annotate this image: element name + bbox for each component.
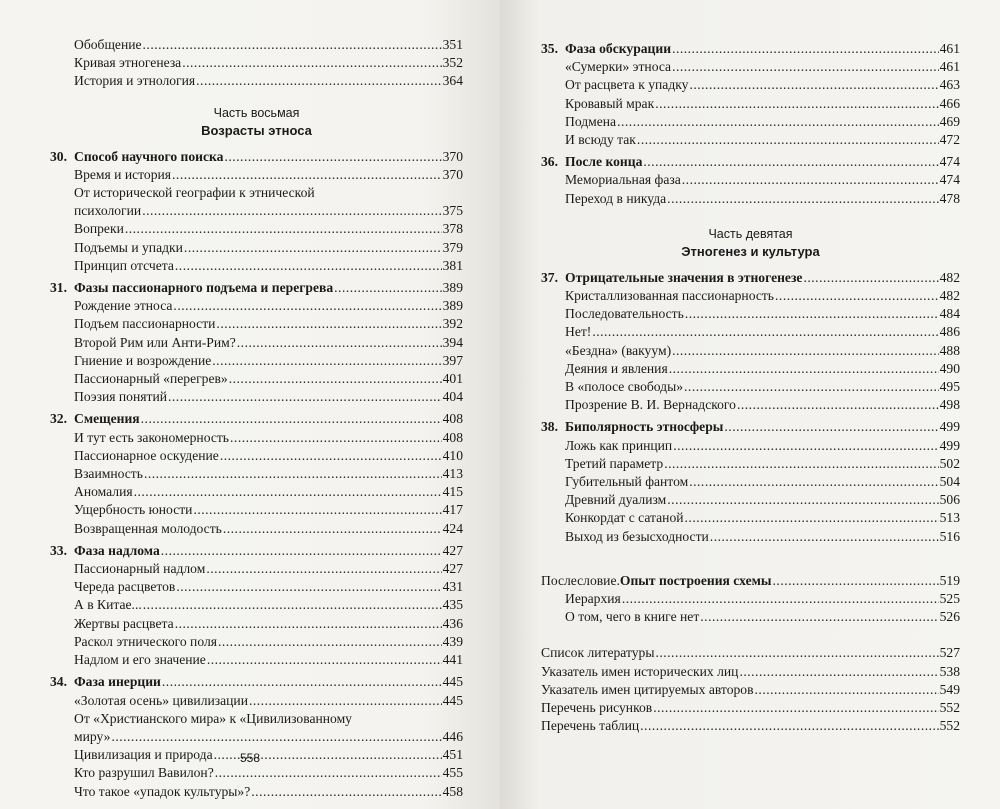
toc-entry-title: Аномалия <box>74 484 133 500</box>
toc-page-number: 484 <box>939 306 960 322</box>
dot-leader <box>161 542 442 560</box>
chapter-entry <box>50 542 463 560</box>
toc-page-number: 364 <box>442 73 463 89</box>
toc-page-number: 424 <box>442 520 463 536</box>
toc-entry-title: Опыт построения схемы <box>619 572 772 588</box>
toc-entry <box>50 388 463 406</box>
toc-page-number: 538 <box>939 663 960 679</box>
toc-page-number: 370 <box>442 166 463 182</box>
toc-page-number: 552 <box>939 700 960 716</box>
chapter-entry <box>541 40 960 58</box>
toc-page-number: 499 <box>939 419 960 435</box>
toc-page-number: 504 <box>939 474 960 490</box>
dot-leader <box>143 36 442 54</box>
toc-entry <box>541 608 960 626</box>
toc-page-number: 370 <box>442 148 463 164</box>
toc-entry <box>50 334 463 352</box>
dot-leader <box>700 608 938 626</box>
toc-page-number: 478 <box>939 190 960 206</box>
toc-entry-title: Ложь как принцип <box>565 437 673 453</box>
toc-entry-title: Перечень таблиц <box>541 718 640 734</box>
toc-page-number: 427 <box>442 561 463 577</box>
toc-page-number: 413 <box>442 466 463 482</box>
toc-entry-title: Последовательность <box>565 306 684 322</box>
spacer <box>541 626 960 644</box>
chapter-number: 32. <box>50 411 67 427</box>
toc-page-number: 441 <box>442 652 463 668</box>
toc-page-number: 455 <box>442 765 463 781</box>
toc-entry <box>50 72 463 90</box>
dot-leader <box>212 352 441 370</box>
toc-page-number: 427 <box>442 542 463 558</box>
dot-leader <box>655 95 938 113</box>
toc-page-number: 351 <box>442 37 463 52</box>
toc-entry-line <box>50 710 463 728</box>
dot-leader <box>162 673 442 691</box>
toc-page-number: 352 <box>442 55 463 71</box>
toc-entry <box>541 76 960 94</box>
toc-entry-title: Подъем пассионарности <box>74 316 216 332</box>
dot-leader <box>803 269 938 287</box>
toc-entry <box>541 113 960 131</box>
toc-entry-title: В «полосе свободы» <box>565 379 684 395</box>
dot-leader <box>182 54 441 72</box>
toc-entry-title: О том, чего в книге нет <box>565 609 700 625</box>
toc-entry <box>541 360 960 378</box>
dot-leader <box>125 220 442 238</box>
toc-page-number: 486 <box>939 324 960 340</box>
toc-page-number: 552 <box>939 718 960 734</box>
toc-entry-title: От «Христианского мира» к «Цивилизованному <box>74 710 352 726</box>
toc-entry <box>541 491 960 509</box>
dot-leader <box>143 596 442 614</box>
toc-entry <box>50 633 463 651</box>
toc-page-number: 436 <box>442 615 463 631</box>
page-number: 558 <box>239 751 261 765</box>
toc-entry-title: Рождение этноса <box>74 298 173 314</box>
toc-entry-title: Надлом и его значение <box>74 652 206 668</box>
toc-page-number: 379 <box>442 239 463 255</box>
dot-leader <box>220 447 442 465</box>
dot-leader <box>216 315 441 333</box>
chapter-title: Способ научного поиска <box>74 148 224 164</box>
toc-entry <box>50 352 463 370</box>
toc-page-number: 488 <box>939 342 960 358</box>
toc-page-number: 415 <box>442 484 463 500</box>
left-toc-column <box>50 36 463 801</box>
toc-entry-title: Кристаллизованная пассионарность <box>565 288 775 304</box>
toc-entry-title: Гниение и возрождение <box>74 352 212 368</box>
toc-entry-title: Переход в никуда <box>565 190 667 206</box>
toc-page-number: 404 <box>442 389 463 405</box>
toc-entry-title: Иерархия <box>565 591 621 607</box>
dot-leader <box>640 717 938 735</box>
toc-page-number: 502 <box>939 455 960 471</box>
toc-page-number: 458 <box>442 783 463 799</box>
toc-entry <box>541 95 960 113</box>
toc-entry <box>541 190 960 208</box>
toc-entry <box>50 447 463 465</box>
toc-entry-title: Древний дуализм <box>565 492 667 508</box>
dot-leader <box>637 131 939 149</box>
toc-entry <box>50 764 463 782</box>
dot-leader <box>334 279 441 297</box>
toc-entry <box>50 783 463 801</box>
spacer <box>541 546 960 572</box>
toc-entry <box>541 699 960 717</box>
toc-entry-title: Пассионарное оскудение <box>74 447 219 463</box>
toc-entry <box>541 473 960 491</box>
chapter-number: 35. <box>541 41 558 56</box>
toc-entry <box>50 54 463 72</box>
toc-entry-title: Взаимность <box>74 466 143 482</box>
dot-leader <box>223 520 442 538</box>
toc-entry <box>50 239 463 257</box>
chapter-title: Фазы пассионарного подъема и перегрева <box>74 280 334 296</box>
chapter-title: Отрицательные значения в этногенезе <box>565 269 803 285</box>
toc-page-number: 392 <box>442 316 463 332</box>
toc-entry-title: И тут есть закономерность <box>74 429 230 445</box>
toc-entry <box>541 572 960 590</box>
chapter-number: 31. <box>50 280 67 296</box>
toc-page-number: 472 <box>939 132 960 148</box>
toc-page-number: 408 <box>442 411 463 427</box>
dot-leader <box>175 615 442 633</box>
toc-entry-continuation: миру» <box>74 728 111 744</box>
toc-entry-title: Пассионарный надлом <box>74 561 206 577</box>
toc-entry <box>541 663 960 681</box>
dot-leader <box>141 410 442 428</box>
dot-leader <box>617 113 939 131</box>
chapter-entry <box>541 153 960 171</box>
toc-page-number: 495 <box>939 379 960 395</box>
toc-entry-title: Кровавый мрак <box>565 95 655 111</box>
part-title: Возрасты этноса <box>201 122 312 138</box>
toc-entry-title: Жертвы расцвета <box>74 615 174 631</box>
toc-page-number: 378 <box>442 221 463 237</box>
toc-entry <box>50 728 463 746</box>
dot-leader <box>249 692 442 710</box>
toc-entry-title: А в Китае... <box>74 597 142 613</box>
chapter-title: Фаза обскурации <box>565 41 672 56</box>
dot-leader <box>689 473 938 491</box>
dot-leader <box>184 239 442 257</box>
toc-entry <box>541 58 960 76</box>
toc-page-number: 445 <box>442 674 463 690</box>
afterword-prefix: Послесловие. <box>541 572 620 588</box>
toc-entry <box>50 202 463 220</box>
dot-leader <box>684 378 939 396</box>
toc-entry-title: Третий параметр <box>565 455 664 471</box>
dot-leader <box>672 58 939 76</box>
toc-page-number: 466 <box>939 95 960 111</box>
toc-page-number: 499 <box>939 437 960 453</box>
toc-entry-title: Прозрение В. И. Вернадского <box>565 397 736 413</box>
toc-entry <box>50 483 463 501</box>
dot-leader <box>773 572 939 590</box>
toc-entry <box>541 455 960 473</box>
toc-entry-title: Деяния и явления <box>565 360 668 376</box>
toc-page-number: 375 <box>442 203 463 219</box>
toc-entry-title: Цивилизация и природа <box>74 747 213 763</box>
dot-leader <box>724 418 938 436</box>
chapter-title: Смещения <box>74 411 140 427</box>
dot-leader <box>672 342 939 360</box>
toc-entry-title: Нет! <box>565 324 592 340</box>
toc-page-number: 506 <box>939 492 960 508</box>
chapter-title: Биполярность этносферы <box>565 419 724 435</box>
toc-page-number: 474 <box>939 172 960 188</box>
dot-leader <box>669 360 939 378</box>
toc-entry-title: Указатель имен исторических лиц <box>541 663 739 679</box>
dot-leader <box>142 202 441 220</box>
toc-page-number: 525 <box>939 591 960 607</box>
chapter-number: 36. <box>541 154 558 170</box>
toc-entry-title: «Бездна» (вакуум) <box>565 342 672 358</box>
toc-entry-title: Что такое «упадок культуры»? <box>74 783 251 799</box>
dot-leader <box>655 644 938 662</box>
dot-leader <box>739 663 938 681</box>
dot-leader <box>664 455 938 473</box>
dot-leader <box>176 578 441 596</box>
dot-leader <box>653 699 938 717</box>
dot-leader <box>230 429 442 447</box>
toc-entry-title: Кто разрушил Вавилон? <box>74 765 214 781</box>
toc-entry <box>50 692 463 710</box>
dot-leader <box>689 76 938 94</box>
toc-entry <box>541 437 960 455</box>
toc-page-number: 527 <box>939 645 960 661</box>
dot-leader <box>196 72 441 90</box>
toc-entry <box>50 257 463 275</box>
dot-leader <box>173 297 441 315</box>
toc-entry-title: Перечень рисунков <box>541 700 653 716</box>
toc-page-number: 516 <box>939 528 960 544</box>
toc-entry <box>50 520 463 538</box>
dot-leader <box>134 483 442 501</box>
dot-leader <box>172 166 442 184</box>
toc-entry-title: Раскол этнического поля <box>74 633 217 649</box>
part-label: Часть девятая <box>708 226 793 241</box>
dot-leader <box>207 651 442 669</box>
toc-entry <box>541 528 960 546</box>
dot-leader <box>111 728 441 746</box>
chapter-title: Фаза надлома <box>74 542 160 558</box>
toc-page-number: 389 <box>442 298 463 314</box>
chapter-entry <box>541 269 960 287</box>
toc-entry-title: Обобщение <box>74 37 142 52</box>
chapter-entry <box>50 673 463 691</box>
toc-entry <box>50 370 463 388</box>
dot-leader <box>667 190 938 208</box>
part-title: Этногенез и культура <box>681 243 820 259</box>
chapter-title: Фаза инерции <box>74 674 161 690</box>
toc-entry <box>541 342 960 360</box>
dot-leader <box>643 153 938 171</box>
part-label: Часть восьмая <box>213 105 300 120</box>
toc-entry-title: От исторической географии к этнической <box>74 185 315 201</box>
dot-leader <box>672 40 939 58</box>
toc-entry <box>50 560 463 578</box>
toc-entry-title: И всюду так <box>565 132 636 148</box>
chapter-entry <box>50 148 463 166</box>
dot-leader <box>144 465 442 483</box>
toc-page-number: 417 <box>442 502 463 518</box>
chapter-number: 38. <box>541 419 558 435</box>
dot-leader <box>215 764 442 782</box>
right-toc-column <box>541 36 960 736</box>
toc-entry <box>541 644 960 662</box>
toc-page-number: 498 <box>939 397 960 413</box>
dot-leader <box>224 148 441 166</box>
toc-entry <box>541 287 960 305</box>
toc-entry-title: Возвращенная молодость <box>74 520 222 536</box>
dot-leader <box>622 590 939 608</box>
toc-entry-title: Кривая этногенеза <box>74 55 182 71</box>
toc-entry-title: Пассионарный «перегрев» <box>74 371 228 387</box>
toc-page-number: 439 <box>442 633 463 649</box>
toc-entry-title: Время и история <box>74 166 172 182</box>
toc-entry <box>541 681 960 699</box>
toc-entry <box>541 509 960 527</box>
toc-page-number: 549 <box>939 681 960 697</box>
toc-entry-title: Вопреки <box>74 221 124 237</box>
dot-leader <box>218 633 442 651</box>
dot-leader <box>193 501 441 519</box>
chapter-entry <box>50 410 463 428</box>
toc-page-number: 469 <box>939 113 960 129</box>
toc-page-number: 408 <box>442 429 463 445</box>
toc-entry-title: Губительный фантом <box>565 474 689 490</box>
toc-entry-continuation: психологии <box>74 203 142 219</box>
toc-entry <box>541 171 960 189</box>
toc-entry <box>50 615 463 633</box>
toc-entry <box>50 315 463 333</box>
toc-entry-title: История и этнология <box>74 73 196 89</box>
toc-entry-title: Выход из безысходности <box>565 528 709 544</box>
toc-page-number: 389 <box>442 280 463 296</box>
toc-page-number: 461 <box>939 59 960 75</box>
dot-leader <box>229 370 442 388</box>
dot-leader <box>682 171 939 189</box>
toc-page-number: 451 <box>442 747 463 763</box>
toc-entry <box>50 166 463 184</box>
toc-entry <box>50 297 463 315</box>
toc-page-number: 490 <box>939 360 960 376</box>
chapter-number: 33. <box>50 542 67 558</box>
toc-entry <box>50 465 463 483</box>
toc-entry <box>50 36 463 54</box>
dot-leader <box>755 681 939 699</box>
toc-entry <box>50 501 463 519</box>
toc-entry-title: Подъемы и упадки <box>74 239 183 255</box>
dot-leader <box>710 528 939 546</box>
toc-entry-title: От расцвета к упадку <box>565 77 689 93</box>
toc-entry-title: Череда расцветов <box>74 579 176 595</box>
toc-entry <box>50 220 463 238</box>
toc-entry-title: Принцип отсчета <box>74 257 174 273</box>
toc-page-number: 394 <box>442 334 463 350</box>
toc-page-number: 461 <box>939 41 960 56</box>
toc-page-number: 410 <box>442 447 463 463</box>
toc-entry <box>541 323 960 341</box>
toc-page-number: 397 <box>442 352 463 368</box>
toc-page-number: 401 <box>442 371 463 387</box>
toc-page-number: 431 <box>442 579 463 595</box>
chapter-number: 34. <box>50 674 67 690</box>
toc-entry <box>541 396 960 414</box>
toc-entry <box>541 378 960 396</box>
dot-leader <box>237 334 442 352</box>
toc-page-number: 435 <box>442 597 463 613</box>
toc-entry <box>50 596 463 614</box>
toc-entry-title: Поэзия понятий <box>74 389 167 405</box>
toc-entry-title: «Золотая осень» цивилизации <box>74 692 248 708</box>
toc-entry <box>541 717 960 735</box>
toc-entry-title: Указатель имен цитируемых авторов <box>541 681 754 697</box>
toc-entry-title: Мемориальная фаза <box>565 172 681 188</box>
dot-leader <box>667 491 938 509</box>
toc-entry-title: Подмена <box>565 113 617 129</box>
dot-leader <box>592 323 938 341</box>
toc-entry-title: Конкордат с сатаной <box>565 510 684 526</box>
chapter-number: 37. <box>541 269 558 285</box>
toc-entry-title: Второй Рим или Анти-Рим? <box>74 334 236 350</box>
toc-entry-title: Ущербность юности <box>74 502 193 518</box>
toc-page-number: 381 <box>442 257 463 273</box>
right-page <box>500 0 1000 809</box>
toc-page-number: 526 <box>939 609 960 625</box>
dot-leader <box>737 396 939 414</box>
toc-entry-title: «Сумерки» этноса <box>565 59 672 75</box>
toc-page-number: 519 <box>939 572 960 588</box>
chapter-title: После конца <box>565 154 643 170</box>
dot-leader <box>251 783 441 801</box>
toc-page-number: 482 <box>939 288 960 304</box>
dot-leader <box>175 257 442 275</box>
toc-page-number: 513 <box>939 510 960 526</box>
toc-entry <box>50 578 463 596</box>
toc-page-number: 445 <box>442 692 463 708</box>
toc-page-number: 446 <box>442 728 463 744</box>
dot-leader <box>673 437 938 455</box>
toc-entry <box>50 651 463 669</box>
toc-entry <box>50 429 463 447</box>
dot-leader <box>206 560 441 578</box>
toc-entry <box>541 131 960 149</box>
toc-entry-line <box>50 184 463 202</box>
dot-leader <box>775 287 939 305</box>
chapter-number: 30. <box>50 148 67 164</box>
toc-page-number: 482 <box>939 269 960 285</box>
toc-page-number: 474 <box>939 154 960 170</box>
toc-entry-title: Список литературы <box>541 645 655 661</box>
toc-page-number: 463 <box>939 77 960 93</box>
dot-leader <box>168 388 442 406</box>
dot-leader <box>685 509 939 527</box>
toc-entry <box>541 305 960 323</box>
chapter-entry <box>50 279 463 297</box>
dot-leader <box>685 305 939 323</box>
toc-entry <box>541 590 960 608</box>
chapter-entry <box>541 418 960 436</box>
